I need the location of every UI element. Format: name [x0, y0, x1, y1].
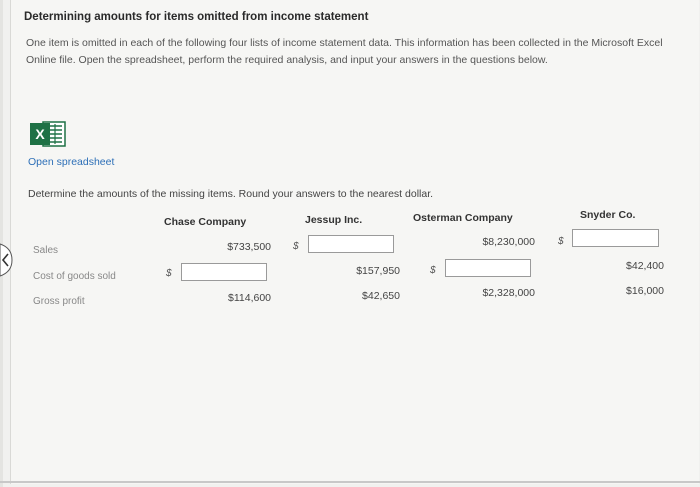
- question-title: Determining amounts for items omitted from income statement: [24, 11, 369, 23]
- open-spreadsheet-link[interactable]: Open spreadsheet: [28, 156, 115, 168]
- chase-gross-profit-value: $114,600: [227, 292, 271, 304]
- snyder-sales-dollar-sign: $: [558, 236, 564, 247]
- osterman-cogs-dollar-sign: $: [430, 265, 436, 276]
- chase-cogs-dollar-sign: $: [166, 268, 172, 279]
- column-header-osterman: Osterman Company: [413, 212, 513, 224]
- snyder-cogs-value: $42,400: [626, 260, 664, 272]
- jessup-cogs-value: $157,950: [356, 265, 400, 277]
- osterman-cogs-input[interactable]: [445, 259, 531, 277]
- svg-text:X: X: [35, 126, 45, 142]
- jessup-sales-input[interactable]: [308, 235, 394, 253]
- question-intro: One item is omitted in each of the following four lists of income statement data. This information has been collected in the Microsoft Excel Online file. Open the spreadsheet, perform the required analysis, and input your answers in the questions below.: [26, 37, 663, 66]
- row-label-sales: Sales: [33, 245, 59, 256]
- bottom-divider: [0, 481, 700, 483]
- snyder-gross-profit-value: $16,000: [626, 285, 664, 297]
- excel-icon[interactable]: [29, 120, 67, 148]
- chevron-left-icon[interactable]: [0, 240, 14, 280]
- chase-sales-value: $733,500: [227, 241, 271, 253]
- jessup-sales-dollar-sign: $: [293, 241, 299, 252]
- column-header-chase: Chase Company: [164, 216, 247, 228]
- chase-cogs-input[interactable]: [181, 263, 267, 281]
- column-header-jessup: Jessup Inc.: [305, 214, 363, 226]
- row-label-gross-profit: Gross profit: [33, 296, 85, 307]
- jessup-gross-profit-value: $42,650: [362, 290, 400, 302]
- osterman-sales-value: $8,230,000: [482, 236, 535, 248]
- osterman-gross-profit-value: $2,328,000: [482, 287, 535, 299]
- snyder-sales-input[interactable]: [572, 229, 659, 247]
- row-label-cogs: Cost of goods sold: [33, 271, 116, 282]
- column-header-snyder: Snyder Co.: [580, 209, 636, 221]
- instruction-text: Determine the amounts of the missing items. Round your answers to the nearest dollar.: [28, 188, 434, 200]
